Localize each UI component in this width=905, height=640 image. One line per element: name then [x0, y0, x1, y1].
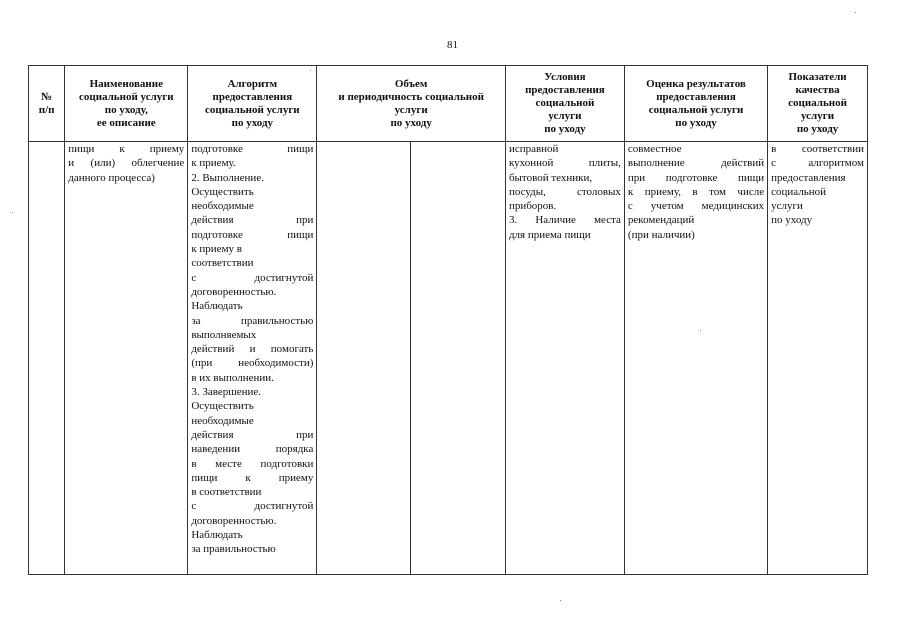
header-name: Наименование социальной услуги по уходу, ее описание — [65, 66, 188, 142]
algorithm-line: за правильностью — [191, 543, 276, 556]
indicators-line: с алгоритмом — [771, 157, 864, 170]
conditions-line: кухонной плиты, — [508, 157, 621, 170]
algorithm-line: Наблюдать — [191, 300, 243, 313]
algorithm-line: Осуществить — [191, 185, 254, 198]
page-number: 81 — [447, 39, 458, 51]
conditions-line: для приема пищи — [508, 228, 591, 241]
algorithm-line: договоренностью. — [191, 514, 277, 527]
cell-volume-left — [317, 142, 411, 575]
conditions-line: 3. Наличие места — [508, 214, 621, 227]
algorithm-line: Осуществить — [191, 400, 254, 413]
algorithm-line: в соответствии — [191, 486, 262, 499]
algorithm-line: необходимые — [191, 414, 254, 427]
cell-volume-right — [411, 142, 506, 575]
indicators-line: предоставления — [771, 171, 846, 184]
algorithm-line: соответствии — [191, 257, 254, 270]
scan-speck — [700, 330, 701, 331]
scan-speck — [310, 70, 311, 71]
algorithm-line: договоренностью. — [191, 285, 277, 298]
scan-speck — [855, 12, 856, 13]
header-indicators: Показатели качества социальной услуги по уходу — [768, 66, 868, 142]
header-num: № п/п — [29, 66, 65, 142]
algorithm-line: выполняемых — [191, 328, 257, 341]
name-line: пищи к приему — [68, 143, 185, 155]
evaluation-line: с учетом медицинских — [627, 200, 765, 213]
conditions-line: бытовой техники, — [508, 171, 593, 184]
algorithm-line: (при необходимости) — [191, 357, 314, 370]
conditions-line: приборов. — [508, 200, 557, 213]
algorithm-line: в их выполнении. — [191, 371, 274, 384]
indicators-line: в соответствии — [771, 143, 864, 155]
conditions-line: посуды, столовых — [508, 185, 621, 198]
name-line: и (или) облегчение — [68, 157, 185, 170]
algorithm-line: к приему. — [191, 157, 236, 170]
evaluation-line: при подготовке пищи — [627, 171, 765, 184]
scan-speck — [560, 600, 561, 601]
scan-speck — [12, 212, 13, 213]
algorithm-line: действия при — [191, 214, 314, 227]
evaluation-line: (при наличии) — [627, 228, 695, 241]
algorithm-line: к приему в — [191, 243, 242, 256]
algorithm-line: Наблюдать — [191, 529, 243, 542]
algorithm-line: необходимые — [191, 200, 254, 213]
conditions-line: исправной — [508, 143, 559, 155]
algorithm-line: подготовке пищи — [191, 143, 314, 155]
cell-conditions — [505, 142, 624, 575]
cell-algorithm — [188, 142, 317, 575]
algorithm-line: действия при — [191, 428, 314, 441]
cell-num — [29, 142, 65, 575]
header-conditions: Условия предоставления социальной услуги по уходу — [505, 66, 624, 142]
algorithm-line: 2. Выполнение. — [191, 171, 264, 184]
algorithm-line: за правильностью — [191, 314, 314, 327]
algorithm-line: действий и помогать — [191, 343, 314, 356]
cell-name — [65, 142, 188, 575]
services-table — [28, 65, 868, 575]
header-row — [29, 66, 868, 142]
evaluation-line: выполнение действий — [627, 157, 765, 170]
algorithm-line: пищи к приему — [191, 471, 314, 484]
header-algorithm: Алгоритм предоставления социальной услуги по уходу — [188, 66, 317, 142]
algorithm-line: с достигнутой — [191, 500, 314, 513]
indicators-line: по уходу — [771, 214, 813, 227]
name-line: данного процесса) — [68, 171, 155, 184]
algorithm-line: в месте подготовки — [191, 457, 314, 470]
cell-evaluation — [624, 142, 767, 575]
evaluation-line: совместное — [627, 143, 682, 155]
header-evaluation: Оценка результатов предоставления социальной услуги по уходу — [624, 66, 767, 142]
evaluation-line: к приему, в том числе — [627, 185, 765, 198]
indicators-line: услуги — [771, 200, 803, 213]
algorithm-line: наведении порядка — [191, 443, 314, 456]
algorithm-line: с достигнутой — [191, 271, 314, 284]
cell-indicators — [768, 142, 868, 575]
indicators-line: социальной — [771, 185, 827, 198]
algorithm-line: подготовке пищи — [191, 228, 314, 241]
algorithm-line: 3. Завершение. — [191, 386, 261, 399]
table-row — [29, 142, 868, 575]
evaluation-line: рекомендаций — [627, 214, 695, 227]
header-volume: Объем и периодичность социальной услуги по уходу — [317, 66, 506, 142]
